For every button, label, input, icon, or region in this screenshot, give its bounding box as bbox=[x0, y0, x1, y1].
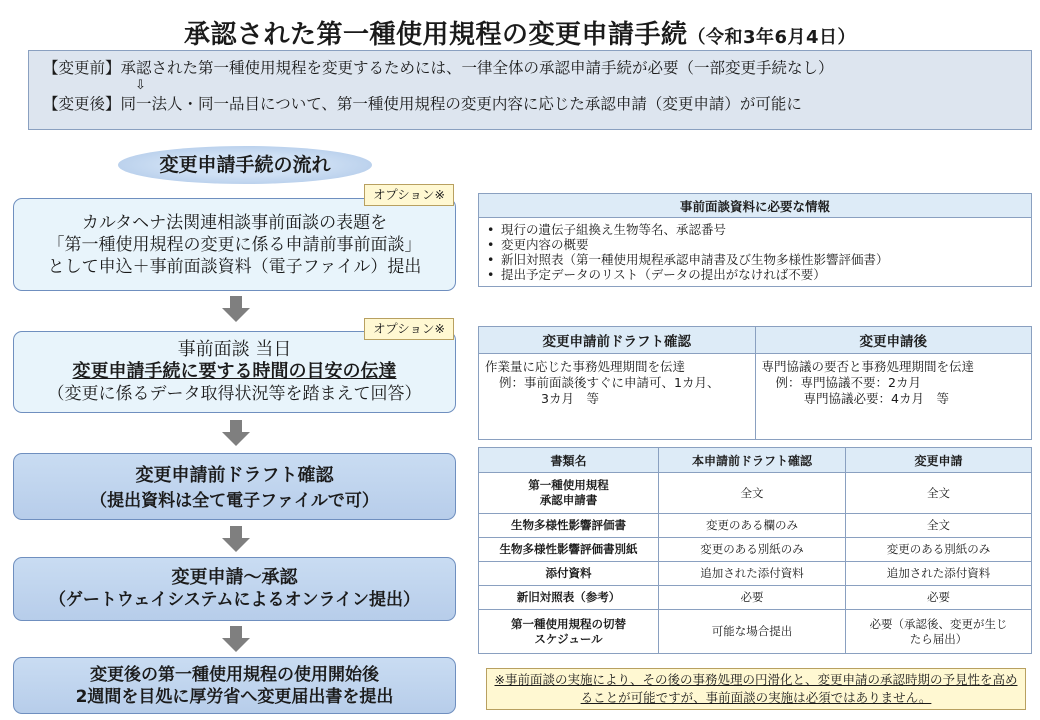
page-title-main: 承認された第一種使用規程の変更申請手続 bbox=[183, 20, 688, 50]
table-row bbox=[479, 473, 1032, 514]
docs-header-name: 書類名 bbox=[479, 448, 659, 473]
doc-application-cell: 必要（承認後、変更が生じ たら届出） bbox=[846, 610, 1032, 654]
docs-header-draft: 本申請前ドラフト確認 bbox=[659, 448, 846, 473]
table-row bbox=[479, 586, 1032, 610]
info-item: • 新旧対照表（第一種使用規程承認申請書及び生物多様性影響評価書） bbox=[487, 252, 1019, 267]
doc-application-cell: 全文 bbox=[846, 514, 1032, 538]
doc-draft-cell: 全文 bbox=[659, 473, 846, 514]
doc-name-cell: 生物多様性影響評価書別紙 bbox=[479, 538, 659, 562]
option-badge-2: オプション※ bbox=[364, 318, 454, 340]
footnote: ※事前面談の実施により、その後の事務処理の円滑化と、変更申請の承認時期の予見性を高めることが可能ですが、事前面談の実施は必須ではありません。 bbox=[486, 668, 1026, 710]
info-item: • 現行の遺伝子組換え生物等名、承認番号 bbox=[487, 222, 1019, 237]
step-1-line-1: カルタヘナ法関連相談事前面談の表題を bbox=[81, 212, 388, 233]
doc-name-cell: 添付資料 bbox=[479, 562, 659, 586]
info-table-body bbox=[479, 218, 1032, 287]
step-5-line-2: 2週間を目処に厚労省へ変更届出書を提出 bbox=[75, 686, 394, 707]
info-item: • 提出予定データのリスト（データの提出がなければ不要） bbox=[487, 267, 1019, 282]
page-title bbox=[0, 14, 1040, 51]
flow-step-2 bbox=[13, 331, 456, 413]
step-4-line-1: 変更申請～承認 bbox=[171, 567, 298, 588]
summary-after: 【変更後】同一法人・同一品目について、第一種使用規程の変更内容に応じた承認申請（変更申請）が可能に bbox=[43, 95, 802, 113]
down-arrow-3 bbox=[222, 526, 250, 552]
pre-meeting-info-table bbox=[478, 193, 1032, 287]
flow-step-4 bbox=[13, 557, 456, 621]
flow-step-1 bbox=[13, 198, 456, 291]
down-arrow-1 bbox=[222, 296, 250, 322]
draft-line-3: 3カ月 等 bbox=[541, 391, 599, 406]
flow-title: 変更申請手続の流れ bbox=[118, 146, 372, 184]
table-row bbox=[479, 514, 1032, 538]
after-line-1: 専門協議の要否と事務処理期間を伝達 bbox=[761, 359, 975, 374]
doc-draft-cell: 追加された添付資料 bbox=[659, 562, 846, 586]
change-summary bbox=[28, 50, 1032, 130]
step-2-line-2: 変更申請手続に要する時間の目安の伝達 bbox=[72, 361, 397, 382]
timeline-header-after: 変更申請後 bbox=[755, 327, 1032, 354]
after-line-3: 専門協議必要：4カ月 等 bbox=[803, 391, 949, 406]
doc-draft-cell: 可能な場合提出 bbox=[659, 610, 846, 654]
docs-header-application: 変更申請 bbox=[846, 448, 1032, 473]
doc-draft-cell: 変更のある別紙のみ bbox=[659, 538, 846, 562]
timeline-cell-draft bbox=[479, 354, 756, 440]
table-row bbox=[479, 610, 1032, 654]
doc-application-cell: 変更のある別紙のみ bbox=[846, 538, 1032, 562]
doc-application-cell: 追加された添付資料 bbox=[846, 562, 1032, 586]
doc-name-cell: 第一種使用規程の切替 スケジュール bbox=[479, 610, 659, 654]
timeline-table bbox=[478, 326, 1032, 440]
step-4-line-2: （ゲートウェイシステムによるオンライン提出） bbox=[48, 590, 421, 610]
after-line-2: 例：専門協議不要：2カ月 bbox=[775, 375, 921, 390]
info-table-header: 事前面談資料に必要な情報 bbox=[479, 194, 1032, 218]
flow-step-3 bbox=[13, 453, 456, 520]
down-arrow-4 bbox=[222, 626, 250, 652]
info-item: • 変更内容の概要 bbox=[487, 237, 1019, 252]
summary-before: 【変更前】承認された第一種使用規程を変更するためには、一律全体の承認申請手続が必要（一部変更手続なし） bbox=[43, 59, 834, 77]
doc-name-cell: 新旧対照表（参考） bbox=[479, 586, 659, 610]
table-row bbox=[479, 562, 1032, 586]
info-list bbox=[487, 222, 1019, 282]
draft-line-1: 作業量に応じた事務処理期間を伝達 bbox=[485, 359, 686, 374]
doc-application-cell: 必要 bbox=[846, 586, 1032, 610]
timeline-cell-after bbox=[755, 354, 1032, 440]
doc-name-cell: 生物多様性影響評価書 bbox=[479, 514, 659, 538]
doc-application-cell: 全文 bbox=[846, 473, 1032, 514]
table-row bbox=[479, 538, 1032, 562]
step-5-line-1: 変更後の第一種使用規程の使用開始後 bbox=[90, 664, 379, 685]
timeline-header-draft: 変更申請前ドラフト確認 bbox=[479, 327, 756, 354]
down-arrow-2 bbox=[222, 420, 250, 446]
step-3-line-1: 変更申請前ドラフト確認 bbox=[135, 464, 334, 486]
page-title-date: （令和3年6月4日） bbox=[687, 27, 857, 48]
step-1-line-2: 「第一種使用規程の変更に係る申請前事前面談」 bbox=[47, 234, 422, 255]
step-1-line-3: として申込＋事前面談資料（電子ファイル）提出 bbox=[47, 256, 422, 277]
step-2-line-3: （変更に係るデータ取得状況等を踏まえて回答） bbox=[47, 384, 422, 404]
option-badge-1: オプション※ bbox=[364, 184, 454, 206]
step-3-line-2: （提出資料は全て電子ファイルで可） bbox=[90, 490, 379, 511]
doc-draft-cell: 変更のある欄のみ bbox=[659, 514, 846, 538]
doc-draft-cell: 必要 bbox=[659, 586, 846, 610]
doc-name-cell: 第一種使用規程 承認申請書 bbox=[479, 473, 659, 514]
step-2-line-1: 事前面談 当日 bbox=[177, 339, 292, 360]
documents-table bbox=[478, 447, 1032, 654]
flow-step-5 bbox=[13, 657, 456, 714]
draft-line-2: 例：事前面談後すぐに申請可、1カ月、 bbox=[499, 375, 720, 390]
summary-arrow: ⇩ bbox=[135, 78, 146, 93]
documents-table-body bbox=[479, 473, 1032, 654]
